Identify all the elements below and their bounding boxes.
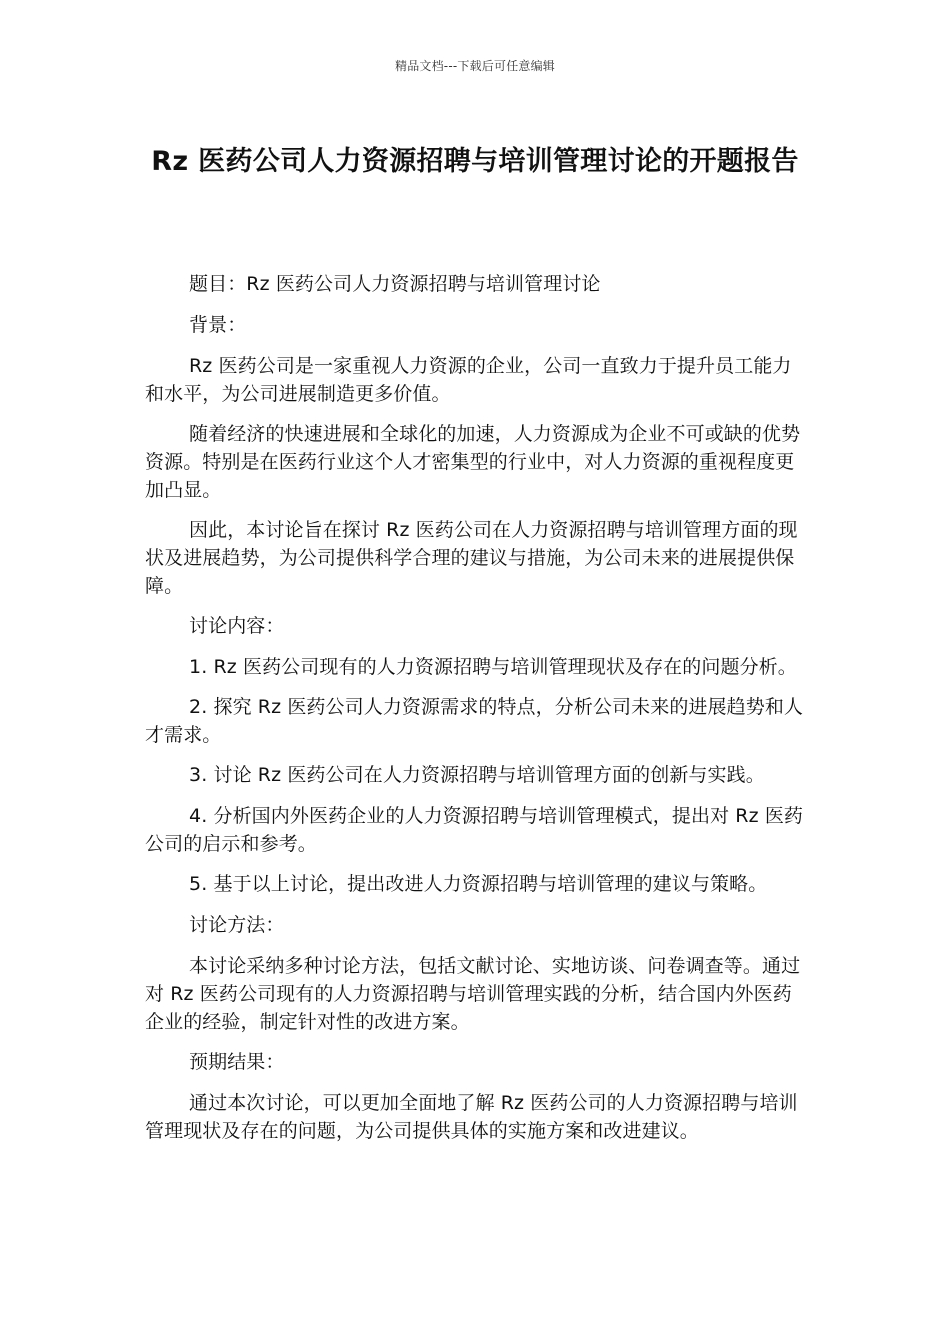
paragraph-background-3: 因此，本讨论旨在探讨 Rz 医药公司在人力资源招聘与培训管理方面的现状及进展趋势，为公司提供科学合理的建议与措施，为公司未来的进展提供保障。	[145, 519, 798, 597]
paragraph-expected-results: 通过本次讨论，可以更加全面地了解 Rz 医药公司的人力资源招聘与培训管理现状及存在的问题，为公司提供具体的实施方案和改进建议。	[145, 1092, 798, 1142]
list-item-content-2: 2. 探究 Rz 医药公司人力资源需求的特点，分析公司未来的进展趋势和人才需求。	[145, 696, 804, 746]
list-item-content-3: 3. 讨论 Rz 医药公司在人力资源招聘与培训管理方面的创新与实践。	[189, 764, 765, 786]
list-item-content-1: 1. Rz 医药公司现有的人力资源招聘与培训管理现状及存在的问题分析。	[189, 656, 797, 678]
paragraph-method: 本讨论采纳多种讨论方法，包括文献讨论、实地访谈、问卷调查等。通过对 Rz 医药公司现有的人力资源招聘与培训管理实践的分析，结合国内外医药企业的经验，制定针对性的改进方案。	[145, 955, 801, 1033]
document-body	[145, 270, 810, 1157]
document-title: Rz 医药公司人力资源招聘与培训管理讨论的开题报告	[151, 146, 799, 177]
paragraph-background-1: Rz 医药公司是一家重视人力资源的企业，公司一直致力于提升员工能力和水平，为公司进展制造更多价值。	[145, 355, 792, 405]
list-item-content-4: 4. 分析国内外医药企业的人力资源招聘与培训管理模式，提出对 Rz 医药公司的启示和参考。	[145, 805, 804, 855]
heading-background: 背景：	[189, 314, 247, 336]
list-item-content-5: 5. 基于以上讨论，提出改进人力资源招聘与培训管理的建议与策略。	[189, 873, 768, 895]
heading-method: 讨论方法：	[189, 914, 285, 936]
header-note: 精品文档---下载后可任意编辑	[395, 59, 555, 73]
heading-expected-results: 预期结果：	[189, 1051, 285, 1073]
heading-content: 讨论内容：	[189, 615, 285, 637]
paragraph-background-2: 随着经济的快速进展和全球化的加速，人力资源成为企业不可或缺的优势资源。特别是在医药行业这个人才密集型的行业中，对人力资源的重视程度更加凸显。	[145, 423, 801, 501]
paragraph-topic: 题目：Rz 医药公司人力资源招聘与培训管理讨论	[189, 273, 601, 295]
